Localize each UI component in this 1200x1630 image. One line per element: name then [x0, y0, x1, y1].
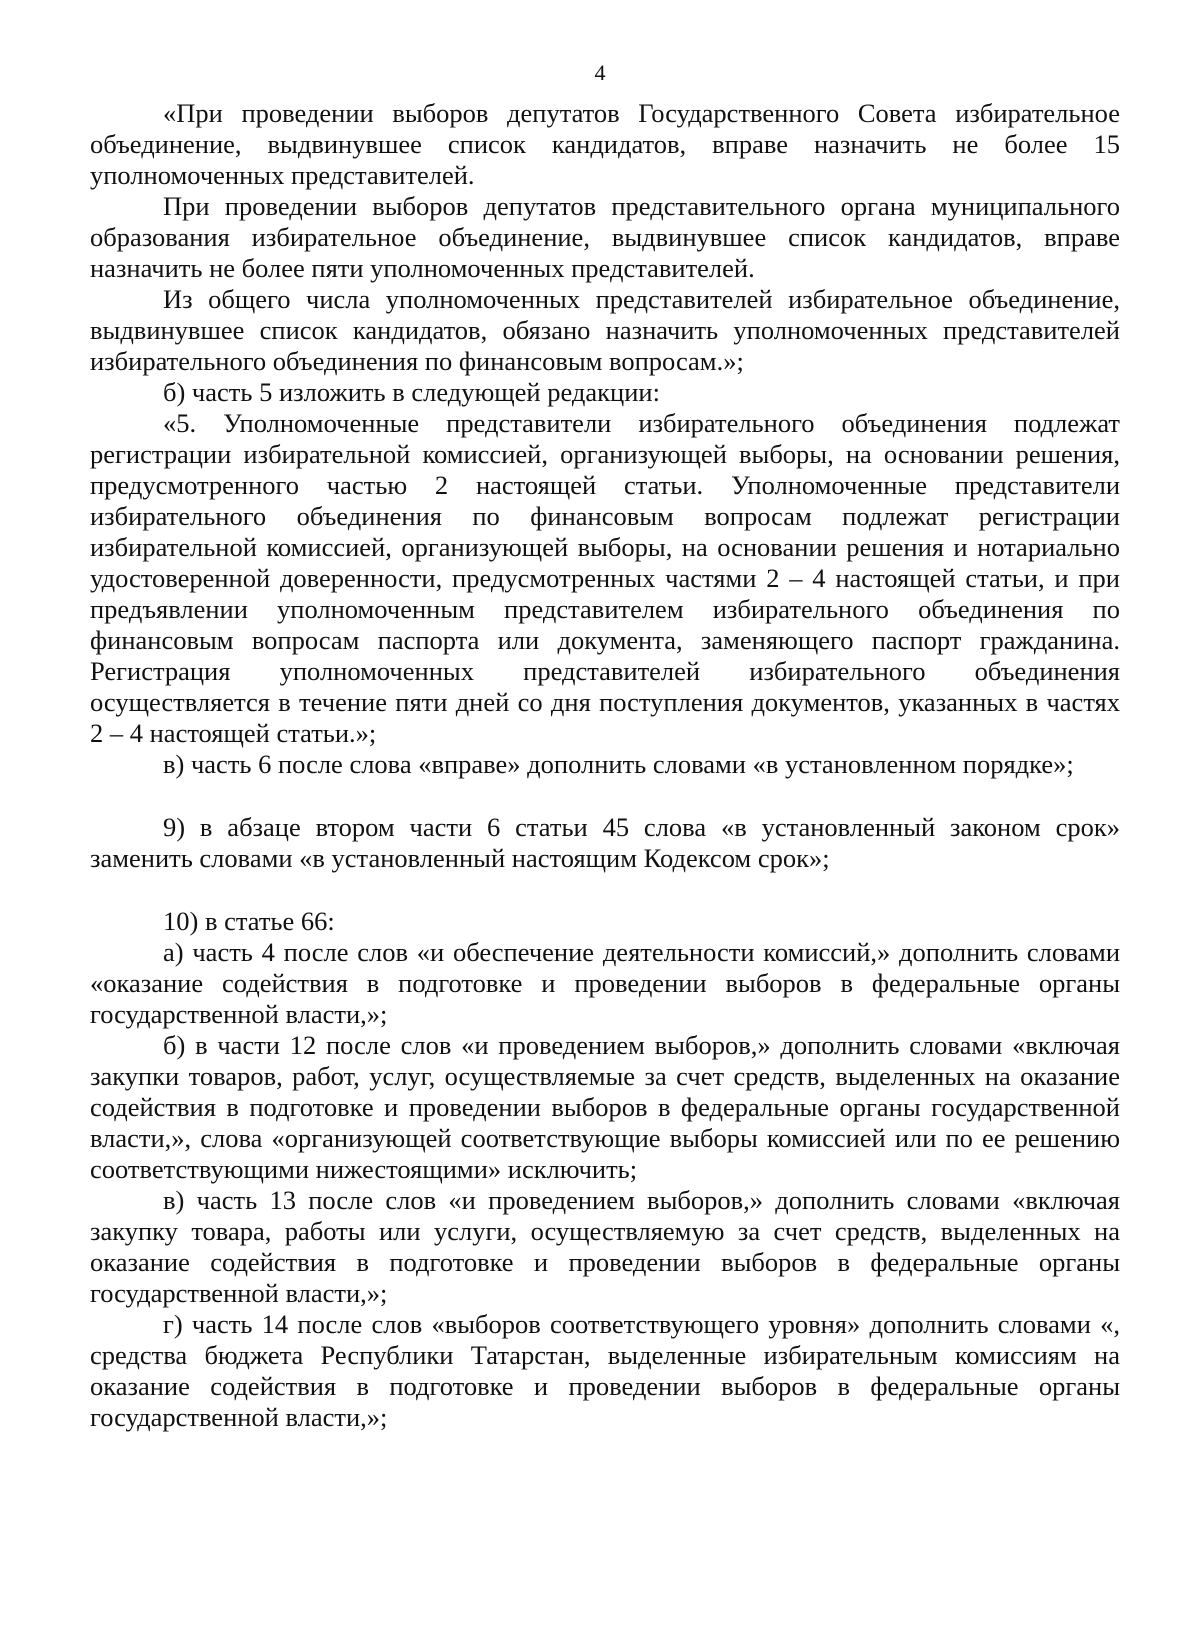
document-body — [90, 98, 1120, 1433]
page-number: 4 — [594, 60, 606, 85]
paragraph-gap — [90, 780, 1120, 812]
paragraph-municipal: При проведении выборов депутатов представительного органа муниципального образования избирательное объединение, выдвинувшее список кандидатов, вправе назначить не более пяти уполномоченных представителей. — [90, 191, 1120, 283]
paragraph-item-a-part4: а) часть 4 после слов «и обеспечение деятельности комиссий,» дополнить словами «оказание содействия в подготовке и проведении выборов в федеральные органы государственной власти,»; — [90, 937, 1120, 1029]
paragraph-item-g-part14: г) часть 14 после слов «выборов соответствующего уровня» дополнить словами «, средства бюджета Республики Татарстан, выделенные избирательным комиссиям на оказание содействия в подготовке и проведении выборов в федеральные органы государственной власти,»; — [90, 1309, 1120, 1432]
paragraph-item-v-part6: в) часть 6 после слова «вправе» дополнить словами «в установленном порядке»; — [163, 749, 1074, 779]
paragraph-gap — [90, 874, 1120, 906]
paragraph-state-council: «При проведении выборов депутатов Государственного Совета избирательное объединение, выдвинувшее список кандидатов, вправе назначить не более 15 уполномоченных представителей. — [90, 98, 1120, 190]
paragraph-item-b-part5: б) часть 5 изложить в следующей редакции: — [163, 377, 660, 407]
paragraph-item-10: 10) в статье 66: — [163, 906, 335, 936]
paragraph-financial-representatives: Из общего числа уполномоченных представителей избирательное объединение, выдвинувшее список кандидатов, обязано назначить уполномоченных представителей избирательного объединения по финансовым вопросам.»; — [90, 284, 1120, 376]
paragraph-item-9: 9) в абзаце втором части 6 статьи 45 слова «в установленный законом срок» заменить словами «в установленный настоящим Кодексом срок»; — [90, 812, 1120, 873]
paragraph-part5-text: «5. Уполномоченные представители избирательного объединения подлежат регистрации избирательной комиссией, организующей выборы, на основании решения, предусмотренного частью 2 настоящей статьи. Уполномоченные представители избирательного объединения по финансовым вопросам подлежат регистрации избирательной комиссией, организующей выборы, на основании решения и нотариально удостоверенной доверенности, предусмотренных частями 2 – 4 настоящей статьи, и при предъявлении уполномоченным представителем избирательного объединения по финансовым вопросам паспорта или документа, заменяющего паспорт гражданина. Регистрация уполномоченных представителей избирательного объединения осуществляется в течение пяти дней со дня поступления документов, указанных в частях 2 – 4 настоящей статьи.»; — [90, 408, 1120, 748]
paragraph-item-v-part13: в) часть 13 после слов «и проведением выборов,» дополнить словами «включая закупку товара, работы или услуги, осуществляемую за счет средств, выделенных на оказание содействия в подготовке и проведении выборов в федеральные органы государственной власти,»; — [90, 1185, 1120, 1308]
paragraph-item-b-part12: б) в части 12 после слов «и проведением выборов,» дополнить словами «включая закупки товаров, работ, услуг, осуществляемые за счет средств, выделенных на оказание содействия в подготовке и проведении выборов в федеральные органы государственной власти,», слова «организующей соответствующие выборы комиссией или по ее решению соответствующими нижестоящими» исключить; — [90, 1030, 1120, 1184]
